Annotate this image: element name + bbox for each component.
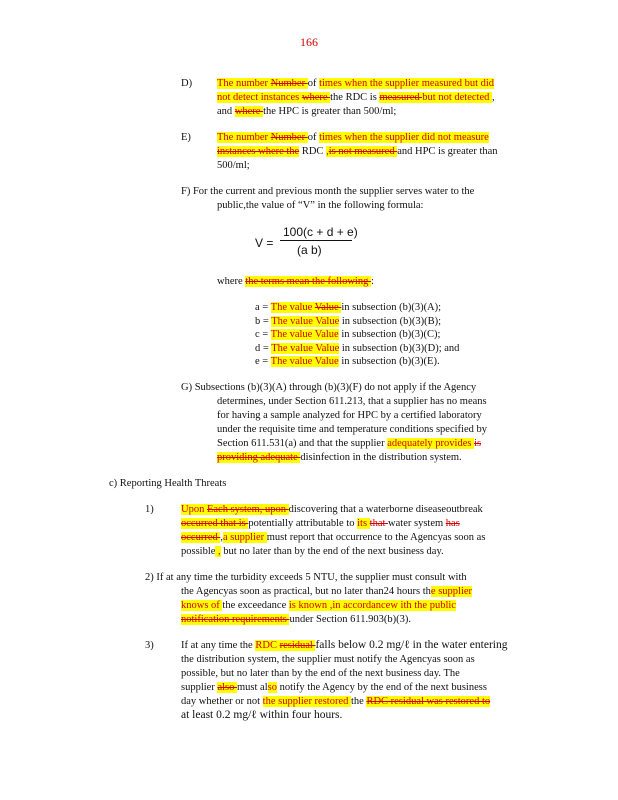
def-a xyxy=(255,301,441,314)
text-run: b = xyxy=(255,315,272,327)
text-run: (b)(3)(B); xyxy=(399,315,442,327)
text-run: If at any time the xyxy=(181,640,256,651)
item-f-line1: F) For the current and previous month the supplier serves water to the xyxy=(181,186,475,197)
text-run: providing adequate xyxy=(217,452,301,463)
item-d-line1 xyxy=(217,77,494,90)
text-run: knows of xyxy=(181,600,223,611)
c1-line1 xyxy=(181,503,483,516)
item-g-line6 xyxy=(217,451,462,464)
formula-denominator: (a b) xyxy=(297,243,322,257)
text-run: e supplier xyxy=(430,586,473,597)
text-run: where xyxy=(234,106,264,117)
page-number: 166 xyxy=(300,35,318,49)
text-run: ,in accordancew ith the public xyxy=(329,600,456,611)
def-d xyxy=(255,342,459,355)
text-run: that xyxy=(369,518,389,529)
text-run: in subsection xyxy=(339,342,400,354)
text-run: adequately provides xyxy=(387,438,475,449)
text-run: but not detected xyxy=(422,92,492,103)
text-run: c = xyxy=(255,329,271,340)
text-run: e = xyxy=(255,356,271,367)
text-run: , xyxy=(491,92,495,103)
text-run: in subsection xyxy=(338,329,400,340)
text-run: times when the supplier did not measure xyxy=(319,132,489,143)
item-e-line3: 500/ml; xyxy=(217,160,250,171)
text-run: and HPC is greater than xyxy=(397,146,498,157)
text-run: : xyxy=(370,276,374,287)
text-run: in subsection xyxy=(341,302,400,313)
text-run: is xyxy=(474,438,482,449)
text-run: possible xyxy=(181,546,216,557)
item-d-line3 xyxy=(217,105,396,118)
c2-line1: 2) If at any time the turbidity exceeds 5 NTU, the supplier must consult with xyxy=(145,572,467,583)
c1-line2 xyxy=(181,517,460,530)
item-g-line4: under the requisite time and temperature conditions specified by xyxy=(217,424,487,435)
text-run: instances where the xyxy=(217,146,300,157)
def-b xyxy=(255,315,441,328)
formula-lhs: V = xyxy=(255,236,274,250)
text-run: in subsection xyxy=(338,356,400,367)
text-run: of xyxy=(307,78,320,89)
text-run: but no later than by the end of the next business day. xyxy=(220,546,444,557)
text-run: notify the Agency by the end of the next business xyxy=(276,682,487,693)
text-run: a = xyxy=(255,302,271,313)
text-run: times when the supplier measured but did xyxy=(319,78,495,89)
text-run: RDC xyxy=(255,640,280,651)
text-run: is not measured xyxy=(328,146,398,157)
text-run: supplier xyxy=(181,682,218,693)
c3-line5 xyxy=(181,695,490,708)
item-f-line2: public,the value of “V” in the following formula: xyxy=(217,200,424,211)
text-run: , xyxy=(215,546,221,557)
text-run: (b)(3)(A); xyxy=(399,302,442,313)
item-d-line2 xyxy=(217,91,495,104)
text-run: the Agencyas soon as practical, but no later than24 hours th xyxy=(181,586,431,597)
c3-line2: the distribution system, the supplier must notify the Agencyas soon as xyxy=(181,654,475,665)
item-g-line1: G) Subsections (b)(3)(A) through (b)(3)(F) do not apply if the Agency xyxy=(181,382,477,393)
item-e-line1 xyxy=(217,131,489,144)
text-run: , xyxy=(326,146,329,157)
text-run: The number xyxy=(217,132,271,143)
text-run: has xyxy=(445,518,460,529)
text-run: occurred that is xyxy=(181,518,249,529)
text-run: Value xyxy=(314,302,342,313)
item-g-line2: determines, under Section 611.213, that a supplier has no means xyxy=(217,396,487,407)
text-run: also xyxy=(217,682,237,693)
text-run: (b)(3)(E). xyxy=(399,356,440,367)
item-e-label: E) xyxy=(181,132,191,143)
text-run: notification requirements xyxy=(181,614,290,625)
text-run: Number xyxy=(270,78,308,89)
text-run: RDC xyxy=(299,146,327,157)
text-run: under Section 611.903(b)(3). xyxy=(289,614,411,625)
text-run: discovering that a waterborne diseaseoutbreak xyxy=(288,504,483,515)
c3-line1 xyxy=(181,639,507,652)
item-e-line2 xyxy=(217,145,498,158)
item-g-line3: for having a sample analyzed for HPC by a certified laboratory xyxy=(217,410,482,421)
text-run: RDC residual was restored to xyxy=(366,696,491,707)
text-run: potentially attributable to xyxy=(248,518,358,529)
text-run: the terms mean the following xyxy=(245,276,371,287)
text-run: Number xyxy=(270,132,308,143)
text-run: must report that occurrence to the Agencyas soon as xyxy=(266,532,486,543)
text-run: the exceedance xyxy=(222,600,289,611)
c2-line2 xyxy=(181,585,472,598)
text-run: The value Value xyxy=(271,342,340,354)
c1-line4 xyxy=(181,545,444,558)
c1-line3 xyxy=(181,531,485,544)
text-run: The value Value xyxy=(271,315,340,327)
text-run: a supplier xyxy=(222,532,267,543)
text-run: must al xyxy=(237,682,268,693)
c2-line3 xyxy=(181,599,456,612)
text-run: day whether or not xyxy=(181,696,263,707)
formula-numerator: 100(c + d + e) xyxy=(283,225,358,239)
c3-line4 xyxy=(181,681,487,694)
text-run: Each system, upon xyxy=(206,504,289,515)
c3-label: 3) xyxy=(145,640,154,651)
text-run: falls below 0.2 mg/ℓ in the water entering xyxy=(315,639,508,651)
def-e xyxy=(255,355,440,368)
text-run: the RDC is xyxy=(330,92,380,103)
c3-line6: at least 0.2 mg/ℓ within four hours. xyxy=(181,709,343,721)
c2-line4 xyxy=(181,613,411,626)
text-run: occurred xyxy=(181,532,221,543)
text-run: so xyxy=(267,682,277,693)
where-line xyxy=(217,275,374,288)
text-run: its xyxy=(357,518,370,529)
text-run: Upon xyxy=(181,504,207,515)
text-run: and xyxy=(217,106,235,117)
text-run: where xyxy=(217,276,246,287)
text-run: the HPC is greater than 500/ml; xyxy=(263,106,397,117)
fraction-bar xyxy=(280,240,352,241)
c3-line3: possible, but no later than by the end of the next business day. The xyxy=(181,668,460,679)
text-run: residual xyxy=(279,640,316,651)
def-c xyxy=(255,328,440,341)
text-run: of xyxy=(307,132,320,143)
section-heading: c) Reporting Health Threats xyxy=(109,478,227,489)
text-run: (b)(3)(D); and xyxy=(399,342,460,354)
c1-label: 1) xyxy=(145,504,154,515)
text-run: d = xyxy=(255,342,272,354)
text-run: in subsection xyxy=(339,315,400,327)
text-run: where xyxy=(301,92,331,103)
text-run: The value Value xyxy=(270,329,339,340)
text-run: measured xyxy=(379,92,423,103)
text-run: The number xyxy=(217,78,271,89)
text-run: the supplier restored xyxy=(262,696,352,707)
text-run: The value xyxy=(270,302,315,313)
text-run: not detect instances xyxy=(217,92,302,103)
item-d-label: D) xyxy=(181,78,193,89)
text-run: Section 611.531(a) and that the supplier xyxy=(217,438,388,449)
text-run: water system xyxy=(388,518,446,529)
text-run: is known xyxy=(288,600,330,611)
text-run: disinfection in the distribution system. xyxy=(300,452,462,463)
text-run: The value Value xyxy=(270,356,339,367)
item-g-line5 xyxy=(217,437,481,450)
text-run: (b)(3)(C); xyxy=(399,329,441,340)
text-run: , xyxy=(220,532,223,543)
text-run: the xyxy=(351,696,367,707)
